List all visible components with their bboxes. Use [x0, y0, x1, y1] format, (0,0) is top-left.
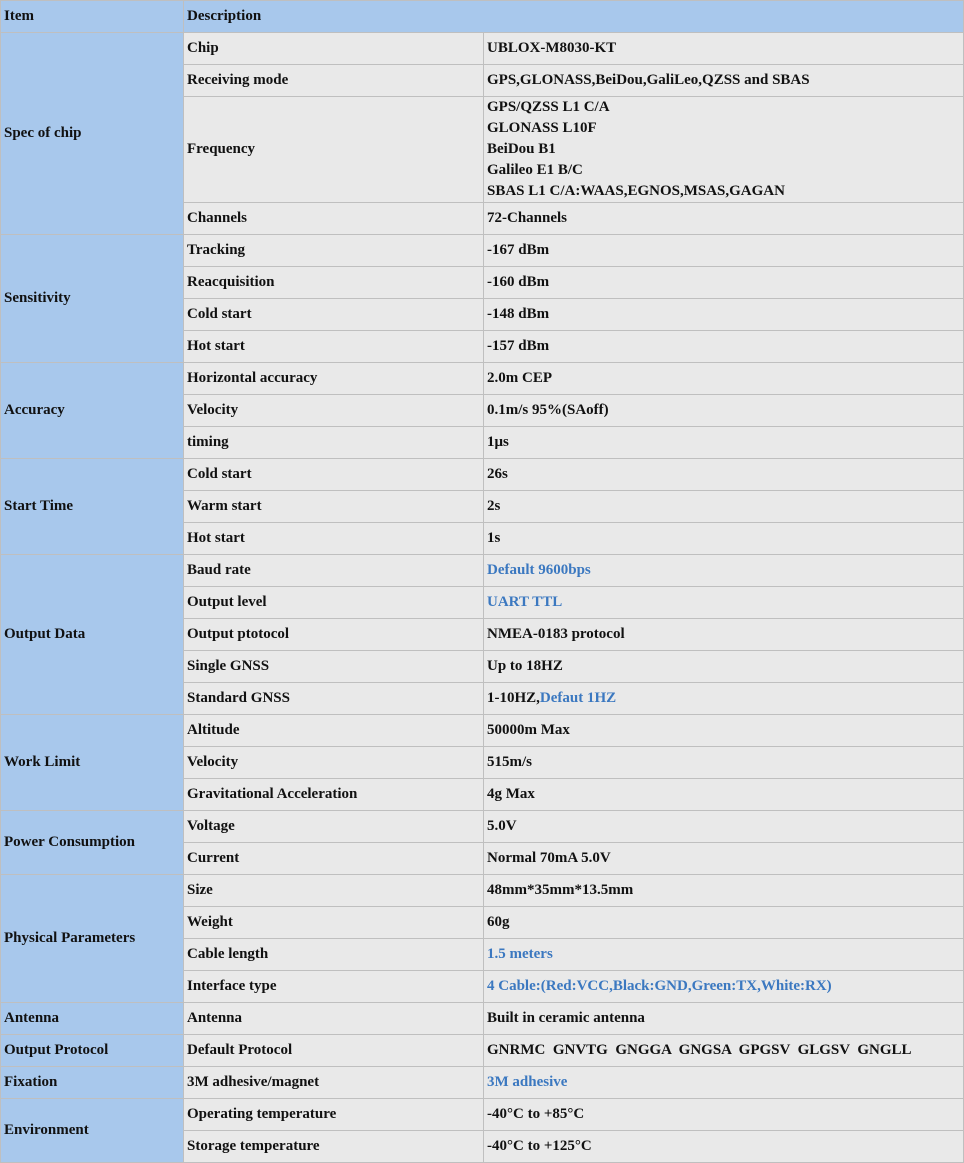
category-cell: Power Consumption [1, 811, 184, 875]
value-cell: 60g [484, 907, 964, 939]
value-cell: 1s [484, 523, 964, 555]
value-cell: 48mm*35mm*13.5mm [484, 875, 964, 907]
key-cell: Altitude [184, 715, 484, 747]
value-cell: NMEA-0183 protocol [484, 619, 964, 651]
category-cell: Output Data [1, 555, 184, 715]
value-cell: -148 dBm [484, 299, 964, 331]
value-cell: UBLOX-M8030-KT [484, 33, 964, 65]
category-cell: Start Time [1, 459, 184, 555]
category-cell: Sensitivity [1, 235, 184, 363]
key-cell: 3M adhesive/magnet [184, 1067, 484, 1099]
key-cell: Tracking [184, 235, 484, 267]
value-highlight: Defaut 1HZ [539, 690, 617, 706]
value-cell: 50000m Max [484, 715, 964, 747]
key-cell: Frequency [184, 97, 484, 203]
table-header-row [1, 1, 964, 33]
key-cell: Cold start [184, 459, 484, 491]
category-cell: Output Protocol [1, 1035, 184, 1067]
value-cell: 26s [484, 459, 964, 491]
value-cell: -157 dBm [484, 331, 964, 363]
category-cell: Spec of chip [1, 33, 184, 235]
key-cell: Channels [184, 203, 484, 235]
value-cell: Up to 18HZ [484, 651, 964, 683]
value-cell: 2.0m CEP [484, 363, 964, 395]
value-cell: -167 dBm [484, 235, 964, 267]
key-cell: Hot start [184, 523, 484, 555]
value-cell: GPS,GLONASS,BeiDou,GaliLeo,QZSS and SBAS [484, 65, 964, 97]
value-cell: Default 9600bps [484, 555, 964, 587]
key-cell: Hot start [184, 331, 484, 363]
key-cell: Chip [184, 33, 484, 65]
key-cell: Interface type [184, 971, 484, 1003]
table-row [1, 1035, 964, 1067]
value-cell-multiline [484, 97, 964, 203]
key-cell: Output ptotocol [184, 619, 484, 651]
column-header-item: Item [1, 1, 184, 33]
value-cell: 4g Max [484, 779, 964, 811]
key-cell: Cable length [184, 939, 484, 971]
table-row [1, 811, 964, 843]
category-cell: Physical Parameters [1, 875, 184, 1003]
value-cell: 515m/s [484, 747, 964, 779]
value-cell: -40°C to +125°C [484, 1131, 964, 1163]
table-row [1, 459, 964, 491]
value-cell: Normal 70mA 5.0V [484, 843, 964, 875]
category-cell: Accuracy [1, 363, 184, 459]
key-cell: Default Protocol [184, 1035, 484, 1067]
key-cell: Operating temperature [184, 1099, 484, 1131]
value-cell: 2s [484, 491, 964, 523]
table-row [1, 1003, 964, 1035]
value-cell: 0.1m/s 95%(SAoff) [484, 395, 964, 427]
key-cell: Reacquisition [184, 267, 484, 299]
key-cell: Warm start [184, 491, 484, 523]
value-line: Galileo E1 B/C [487, 162, 583, 178]
value-cell: UART TTL [484, 587, 964, 619]
key-cell: Velocity [184, 395, 484, 427]
key-cell: Current [184, 843, 484, 875]
value-cell: 72-Channels [484, 203, 964, 235]
value-cell: GNRMC GNVTG GNGGA GNGSA GPGSV GLGSV GNGLL [484, 1035, 964, 1067]
key-cell: Receiving mode [184, 65, 484, 97]
table-row [1, 555, 964, 587]
key-cell: Weight [184, 907, 484, 939]
key-cell: Gravitational Acceleration [184, 779, 484, 811]
table-row [1, 363, 964, 395]
value-line: SBAS L1 C/A:WAAS,EGNOS,MSAS,GAGAN [487, 183, 785, 199]
key-cell: timing [184, 427, 484, 459]
key-cell: Single GNSS [184, 651, 484, 683]
table-row [1, 715, 964, 747]
value-line: GLONASS L10F [487, 120, 597, 136]
category-cell: Environment [1, 1099, 184, 1163]
value-cell: -40°C to +85°C [484, 1099, 964, 1131]
value-prefix: 1-10HZ, [487, 690, 540, 706]
value-cell: -160 dBm [484, 267, 964, 299]
key-cell: Velocity [184, 747, 484, 779]
key-cell: Output level [184, 587, 484, 619]
table-row [1, 875, 964, 907]
value-cell: 5.0V [484, 811, 964, 843]
category-cell: Work Limit [1, 715, 184, 811]
table-row [1, 235, 964, 267]
key-cell: Antenna [184, 1003, 484, 1035]
key-cell: Cold start [184, 299, 484, 331]
value-cell: 4 Cable:(Red:VCC,Black:GND,Green:TX,White:RX) [484, 971, 964, 1003]
key-cell: Voltage [184, 811, 484, 843]
value-cell: 3M adhesive [484, 1067, 964, 1099]
value-cell: Built in ceramic antenna [484, 1003, 964, 1035]
value-cell [484, 683, 964, 715]
value-line: GPS/QZSS L1 C/A [487, 99, 610, 115]
table-row [1, 33, 964, 65]
table-row [1, 1099, 964, 1131]
key-cell: Size [184, 875, 484, 907]
value-line: BeiDou B1 [487, 141, 556, 157]
key-cell: Standard GNSS [184, 683, 484, 715]
value-cell: 1.5 meters [484, 939, 964, 971]
key-cell: Baud rate [184, 555, 484, 587]
table-row [1, 1067, 964, 1099]
key-cell: Storage temperature [184, 1131, 484, 1163]
value-cell: 1μs [484, 427, 964, 459]
column-header-description: Description [184, 1, 964, 33]
category-cell: Antenna [1, 1003, 184, 1035]
key-cell: Horizontal accuracy [184, 363, 484, 395]
category-cell: Fixation [1, 1067, 184, 1099]
